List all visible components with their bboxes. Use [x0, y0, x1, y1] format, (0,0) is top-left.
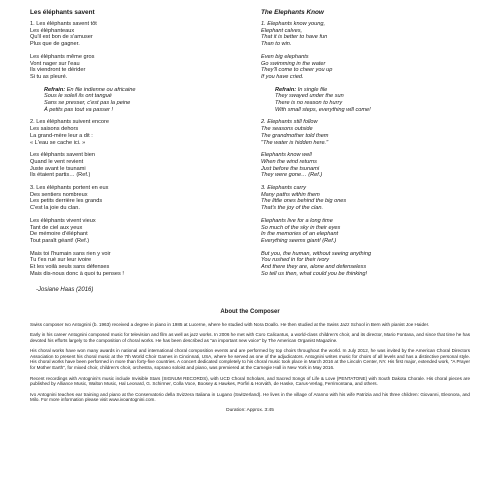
stanza [30, 218, 239, 245]
lyric-line: 3. Elephants carry [261, 185, 307, 192]
stanza [30, 185, 239, 212]
lyric-line: Ils viendront te dérider [30, 67, 86, 74]
refrain-line: With small steps, everything will come! [275, 106, 371, 113]
lyric-line: Just before the tsunami [261, 165, 320, 172]
about-section [30, 308, 470, 414]
french-column [30, 8, 239, 294]
lyric-line: Juste avant le tsunami [30, 165, 86, 172]
refrain-line: Sans se presser, c'est pas la peine [44, 100, 131, 107]
bio-text [30, 322, 470, 404]
refrain-label: Refrain: [44, 86, 66, 93]
lyric-line: Mais dis-nous donc à quoi tu penses ! [30, 270, 124, 277]
lyric-line: Et les voilà seuls sans défenses [30, 264, 110, 271]
lyric-line: So much of the sky in their eyes [261, 224, 341, 231]
stanza [261, 218, 470, 245]
lyric-line: So tell us then, what could you be thinking! [261, 270, 368, 277]
lyric-line: Ils étaient partis… (Ref.) [30, 172, 91, 179]
stanza [261, 54, 470, 81]
lyric-line: The grandmother told them [261, 132, 329, 139]
english-title: The Elephants Know [261, 9, 324, 16]
lyric-line: Plus que de gagner. [30, 41, 80, 48]
lyric-line: They'll come to cheer you up [261, 67, 333, 74]
lyric-line: Les saisons dehors [30, 126, 79, 133]
lyric-line: « L'eau se cache ici. » [30, 139, 86, 146]
refrain-line [275, 87, 470, 94]
english-column [261, 8, 470, 294]
lyric-line: 1. Les éléphants savent tôt [30, 21, 97, 27]
lyric-line: C'est la joie du clan. [30, 205, 80, 212]
lyric-line: Many paths within them [261, 191, 320, 198]
lyrics-columns [30, 8, 470, 294]
about-title: About the Composer [220, 308, 280, 315]
refrain-line: À petits pas tout va passer ! [44, 106, 114, 113]
lyric-line: In the memories of an elephant [261, 231, 339, 238]
lyric-line: They were gone… (Ref.) [261, 172, 323, 179]
refrain-line: Sous le soleil ils ont tangué [44, 93, 112, 100]
lyric-line: When the wind returns [261, 158, 317, 165]
lyric-line: Les éléphants même gros [30, 53, 95, 60]
lyric-line: That it is better to have fun [261, 34, 328, 41]
french-title: Les éléphants savent [30, 9, 95, 16]
lyric-line: Les éléphants savent bien [30, 152, 95, 159]
lyric-line: Tout paraît géant! (Ref.) [30, 237, 90, 244]
stanza [261, 152, 470, 179]
stanza [30, 251, 239, 278]
lyric-line: Qu'il est bon de s'amuser [30, 34, 93, 41]
stanza [30, 119, 239, 146]
lyric-line: And there they are, alone and defenseless [261, 264, 367, 271]
stanza [261, 21, 470, 48]
lyric-line: Everything seems giant! (Ref.) [261, 237, 337, 244]
stanza [261, 185, 470, 212]
lyric-line: But you, the human, without seeing anything [261, 250, 372, 257]
lyric-line: If you have cried. [261, 73, 304, 80]
lyric-line: Tant de ciel aux yeux [30, 224, 83, 231]
refrain-label: Refrain: [275, 86, 297, 93]
refrain [30, 87, 239, 114]
lyric-line: Tu t'es rué sur leur ivoire [30, 257, 92, 264]
lyric-line: Vont nager sur l'eau [30, 60, 80, 67]
stanza [30, 21, 239, 48]
refrain [261, 87, 470, 114]
refrain-line [44, 87, 239, 94]
lyric-line: Les petits derrière les grands [30, 198, 103, 205]
lyric-line: Than to win. [261, 41, 292, 48]
lyric-line: La grand-mère leur a dit : [30, 132, 93, 139]
author-signature: -Josiane Haas (2016) [36, 286, 94, 293]
lyric-line: Even big elephants [261, 53, 309, 60]
bio-paragraph: His choral works have won many awards in national and international choral composition events and are performed by top choirs throughout the world. In July 2012, he was invited by the American Choral Directors Association to present his choral music at the 7th World Choir Games in Cincinnati, USA, where he served as one of the adjudicators. Antognini writes music for choirs of all levels and has a distinctive personal style. His choral works have been performed in more than forty-five countries. A concert dedicated completely to his choral music took place in March 2016 at the Lincoln Center, NY. His first major, extended work, "A Prayer for Mother Earth", for mixed choir, children's choir, orchestra, soprano soloist and piano, was premiered at the Carnegie Hall in New York in May 2016. [30, 347, 470, 371]
lyric-line: De mémoire d'éléphant [30, 231, 88, 238]
lyric-line: Elephants live for a long time [261, 217, 333, 224]
lyric-line: Des sentiers nombreux [30, 191, 88, 198]
lyric-line: Elephants know well [261, 152, 312, 159]
lyric-line: 1. Elephants know young, [261, 21, 326, 27]
stanza [30, 152, 239, 179]
lyric-line: Les éléphanteaux [30, 27, 75, 34]
lyric-line: Elephant calves, [261, 27, 303, 34]
lyric-line: The seasons outside [261, 126, 313, 133]
lyric-line: Les éléphants vivent vieux [30, 217, 96, 224]
refrain-line: There is no reason to hurry [275, 100, 343, 107]
lyric-line: Go swimming in the water [261, 60, 326, 67]
stanza [30, 54, 239, 81]
lyric-line: Quand le vent revient [30, 158, 84, 165]
bio-paragraph: Ivo Antognini teaches ear training and piano at the Conservatorio della Svizzera Italiana in Lugano (Switzerland). He lives in the village of Aranno with his wife Patrizia and his three children: Giovanni, Eleonora, and Milo. For more information please visit www.ivoantognini.com. [30, 391, 470, 403]
lyric-line: Si tu as pleuré. [30, 73, 68, 80]
stanza [261, 119, 470, 146]
lyric-line: Mais toi l'humain sans rien y voir [30, 250, 111, 257]
lyric-line: That's the joy of the clan. [261, 205, 324, 212]
lyric-line: The little ones behind the big ones [261, 198, 347, 205]
lyric-line: "The water is hidden here." [261, 139, 329, 146]
refrain-text: En file indienne ou africaine [66, 86, 136, 93]
duration-text: Duration: Approx. 3:45 [226, 407, 274, 413]
lyric-line: 2. Elephants still follow [261, 119, 318, 126]
refrain-text: In single file [297, 86, 328, 93]
bio-paragraph: Recent recordings with Antognini's music include Invisible Stars (SIGNUM RECORDS), with UCD Choral Scholars, and Sacred Songs of Life & Love (PENTATONE) with South Dakota Chorale. His choral pieces are published by Alliance Music, Walton Music, Hal Leonard, G. Schirmer, Colla Voce, Boosey & Hawkes, Porfiri & Horváth, de Haske, Carus-Verlag, Ferrimontana, and others. [30, 375, 470, 387]
lyric-line: 2. Les éléphants suivent encore [30, 119, 109, 126]
lyric-line: 3. Les éléphants portent en eux [30, 185, 109, 192]
bio-paragraph: Early in his career Antognini composed music for television and film as well as jazz works. In 2006 he met with Coro Calicantus, a world-class children's choir, and its director, Mario Fontana, and since that time he has devoted his efforts largely to the composition of choral works. He has been described as "an important new voice" by The American Organist Magazine. [30, 331, 470, 343]
stanza [261, 251, 470, 278]
bio-paragraph: Swiss composer Ivo Antognini (b. 1963) received a degree in piano in 1985 at Lucerne, where he studied with Nora Doallo. He then studied at the Swiss Jazz School in Bern with pianist Joe Haider. [30, 321, 430, 327]
lyric-line: You rushed in for their ivory [261, 257, 330, 264]
refrain-line: They swayed under the sun [275, 93, 344, 100]
